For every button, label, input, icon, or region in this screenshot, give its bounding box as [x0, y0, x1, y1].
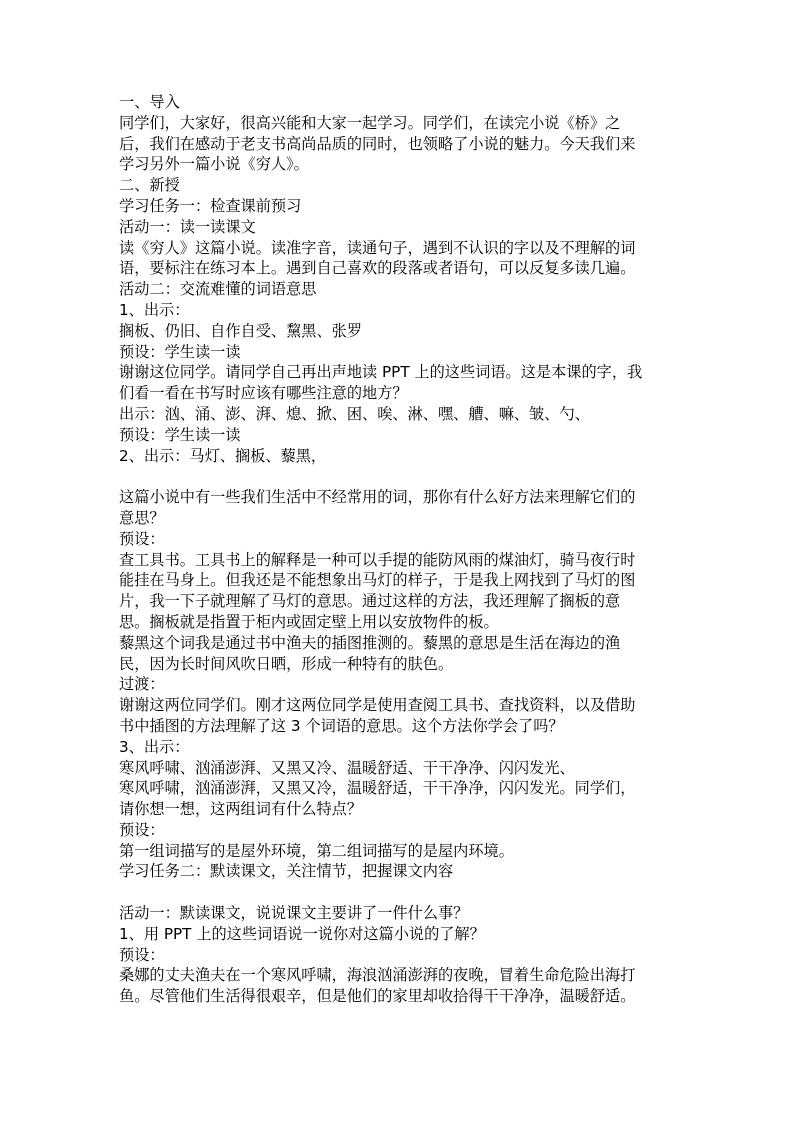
text-line: 学习另外一篇小说《穷人》。 — [119, 155, 309, 174]
text-line: 活动一：默读课文，说说课文主要讲了一件什么事？ — [119, 904, 469, 923]
text-line: 读《穷人》这篇小说。读准字音，读通句子，遇到不认识的字以及不理解的词 — [119, 238, 636, 257]
text-line: 寒风呼啸，汹涌澎湃，又黑又冷，温暖舒适，干干净净，闪闪发光。同学们， — [119, 779, 636, 798]
blank-line — [119, 882, 679, 903]
text-line: 鱼。尽管他们生活得很艰辛，但是他们的家里却收拾得干干净净，温暖舒适。 — [119, 987, 636, 1006]
text-line: 预设：学生读一读 — [119, 425, 241, 444]
text-line: 活动一：读一读课文 — [119, 217, 256, 236]
text-line: 学习任务二：默读课文，关注情节，把握课文内容 — [119, 862, 454, 881]
text-line: 书中插图的方法理解了这 3 个词语的意思。这个方法你学会了吗？ — [119, 716, 564, 735]
text-line: 预设： — [119, 945, 165, 964]
text-line: 请你想一想，这两组词有什么特点？ — [119, 800, 362, 819]
text-line: 一、导入 — [119, 93, 180, 111]
text-line: 后，我们在感动于老支书高尚品质的同时，也领略了小说的魅力。今天我们来 — [119, 134, 636, 153]
text-line: 片，我一下子就理解了马灯的意思。通过这样的方法，我还理解了搁板的意 — [119, 592, 621, 611]
text-line: 意思？ — [119, 508, 165, 527]
text-line: 预设：学生读一读 — [119, 342, 241, 361]
text-line: 3、出示： — [119, 737, 190, 756]
text-line: 寒风呼啸、汹涌澎湃、又黑又冷、温暖舒适、干干净净、闪闪发光、 — [119, 758, 575, 777]
text-line: 桑娜的丈夫渔夫在一个寒风呼啸，海浪汹涌澎湃的夜晚，冒着生命危险出海打 — [119, 966, 636, 985]
text-line: 们看一看在书写时应该有哪些注意的地方？ — [119, 384, 408, 403]
text-line: 1、用 PPT 上的这些词语说一说你对这篇小说的了解？ — [119, 924, 485, 943]
text-line: 出示：汹、涌、澎、湃、熄、掀、困、唉、淋、嘿、艚、嘛、皱、勺、 — [119, 404, 590, 423]
text-line: 活动二：交流难懂的词语意思 — [119, 280, 317, 299]
document-body — [119, 92, 679, 1007]
text-line: 同学们，大家好，很高兴能和大家一起学习。同学们，在读完小说《桥》之 — [119, 113, 621, 132]
text-line: 第一组词描写的是屋外环境，第二组词描写的是屋内环境。 — [119, 841, 514, 860]
text-line: 预设： — [119, 529, 165, 548]
text-line: 1、出示： — [119, 300, 190, 319]
text-line: 谢谢这位同学。请同学自己再出声地读 PPT 上的这些词语。这是本课的字，我 — [119, 363, 643, 382]
text-line: 民，因为长时间风吹日晒，形成一种特有的肤色。 — [119, 654, 454, 673]
text-line: 预设： — [119, 820, 165, 839]
text-line: 搁板、仍旧、自作自受、黧黑、张罗 — [119, 321, 362, 340]
text-line: 查工具书。工具书上的解释是一种可以手提的能防风雨的煤油灯，骑马夜行时 — [119, 550, 636, 569]
text-line: 语，要标注在练习本上。遇到自己喜欢的段落或者语句，可以反复多读几遍。 — [119, 259, 636, 278]
text-line: 这篇小说中有一些我们生活中不经常用的词，那你有什么好方法来理解它们的 — [119, 488, 636, 507]
text-line: 思。搁板就是指置于柜内或固定壁上用以安放物件的板。 — [119, 612, 499, 631]
text-line: 过渡： — [119, 675, 165, 694]
text-line: 2、出示：马灯、搁板、藜黑， — [119, 446, 327, 465]
text-line: 二、新授 — [119, 176, 180, 195]
blank-line — [119, 466, 679, 487]
text-line: 藜黑这个词我是通过书中渔夫的插图推测的。藜黑的意思是生活在海边的渔 — [119, 633, 621, 652]
text-line: 学习任务一：检查课前预习 — [119, 196, 302, 215]
text-line: 谢谢这两位同学们。刚才这两位同学是使用查阅工具书、查找资料，以及借助 — [119, 696, 636, 715]
text-line: 能挂在马身上。但我还是不能想象出马灯的样子，于是我上网找到了马灯的图 — [119, 571, 636, 590]
